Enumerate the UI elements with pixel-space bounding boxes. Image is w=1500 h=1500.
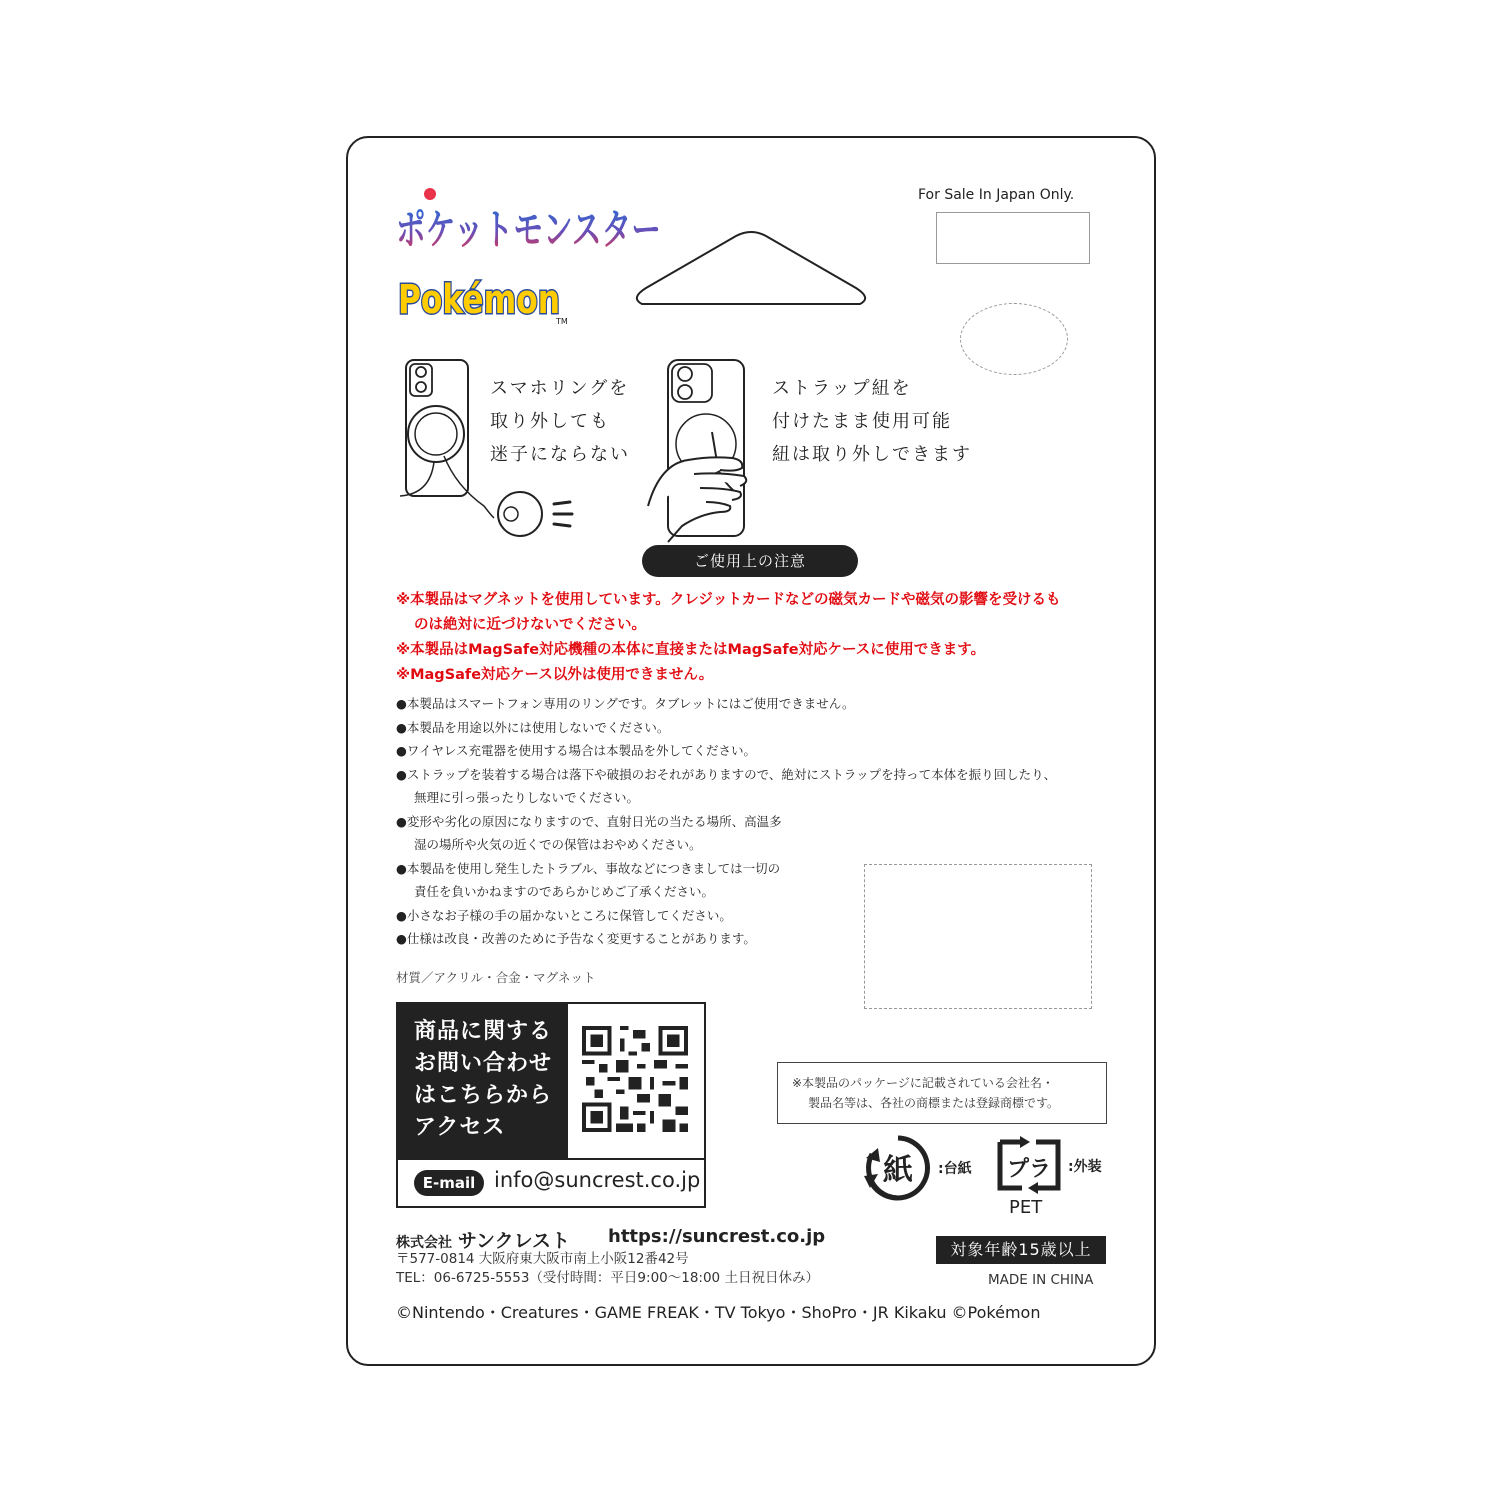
note-item: 責任を負いかねますのであらかじめご了承ください。 [414, 884, 715, 899]
plastic-recycle-label: :外装 [1068, 1159, 1102, 1175]
red-note: ※本製品はマグネットを使用しています。クレジットカードなどの磁気カードや磁気の影響を受けるも [396, 592, 1061, 608]
paper-recycle-icon [862, 1132, 934, 1204]
caution-heading: ご使用上の注意 [642, 545, 858, 577]
made-in-label: MADE IN CHINA [988, 1272, 1094, 1288]
sale-note: For Sale In Japan Only. [918, 187, 1075, 203]
email-address[interactable]: info@suncrest.co.jp [494, 1168, 701, 1192]
note-item: 無理に引っ張ったりしないでください。 [414, 790, 640, 805]
qr-code[interactable] [582, 1026, 688, 1132]
barcode-area [936, 212, 1090, 264]
red-note: ※本製品はMagSafe対応機種の本体に直接またはMagSafe対応ケースに使用できます。 [396, 642, 986, 658]
paper-recycle-label: :台紙 [938, 1161, 972, 1177]
dashed-oval-area [960, 303, 1068, 375]
logo-jp-text: ポケットモンスター [396, 205, 661, 254]
note-item: ●ストラップを装着する場合は落下や破損のおそれがありますので、絶対にストラップを持って本体を振り回したり、 [396, 766, 1057, 782]
trademark-symbol: TM [556, 317, 568, 326]
red-note: ※MagSafe対応ケース以外は使用できません。 [396, 667, 714, 683]
trademark-note: ※本製品のパッケージに記載されている会社名・ 製品名等は、各社の商標または登録商標です。 [777, 1062, 1107, 1124]
email-row [398, 1158, 704, 1208]
pokemon-logo [396, 268, 576, 328]
plastic-recycle-icon [994, 1134, 1064, 1196]
feature-2-text: ストラップ紐を 付けたまま使用可能 紐は取り外しできます [772, 378, 972, 465]
company-url[interactable]: https://suncrest.co.jp [608, 1226, 826, 1247]
note-item: ●本製品はスマートフォン専用のリングです。タブレットにはご使用できません。 [396, 696, 855, 711]
company-address: 〒577-0814 大阪府東大阪市南上小阪12番42号 TEL：06-6725-5553（受付時間：平日9:00〜18:00 土日祝日休み） [396, 1251, 819, 1286]
contact-block [396, 1002, 706, 1208]
email-label: E-mail [414, 1170, 484, 1196]
note-item: ●仕様は改良・改善のために予告なく変更することがあります。 [396, 931, 756, 946]
logo-en-text: Pokémon [398, 277, 560, 323]
note-item: ●変形や劣化の原因になりますので、直射日光の当たる場所、高温多 [396, 813, 782, 829]
note-item: ●本製品を用途以外には使用しないでください。 [396, 719, 670, 735]
svg-text:紙: 紙 [883, 1153, 913, 1188]
logo-ball-icon [424, 188, 436, 200]
material-info: 材質／アクリル・合金・マグネット [396, 970, 596, 985]
note-item: ●本製品を使用し発生したトラブル、事故などにつきましては一切の [396, 860, 781, 876]
copyright-line: ©Nintendo・Creatures・GAME FREAK・TV Tokyo・ShoPro・JR Kikaku ©Pokémon [396, 1303, 1041, 1322]
plastic-material: PET [1009, 1197, 1043, 1218]
svg-text:プラ: プラ [1006, 1157, 1052, 1182]
feature-1-text: スマホリングを 取り外しても 迷子にならない [490, 378, 630, 465]
age-notice-badge: 対象年齢15歳以上 [936, 1236, 1106, 1264]
hang-hole [626, 228, 876, 308]
contact-heading: 商品に関する お問い合わせ はこちらから アクセス [398, 1004, 568, 1158]
note-item: ●小さなお子様の手の届かないところに保管してください。 [396, 907, 732, 923]
red-note: のは絶対に近づけないでください。 [414, 617, 646, 633]
note-item: ●ワイヤレス充電器を使用する場合は本製品を外してください。 [396, 743, 757, 758]
magnet-warning-notes [396, 588, 1116, 688]
company-name: 株式会社 サンクレスト [396, 1230, 571, 1252]
note-item: 湿の場所や火気の近くでの保管はおやめください。 [414, 837, 702, 852]
dashed-sticker-area [864, 864, 1092, 1009]
